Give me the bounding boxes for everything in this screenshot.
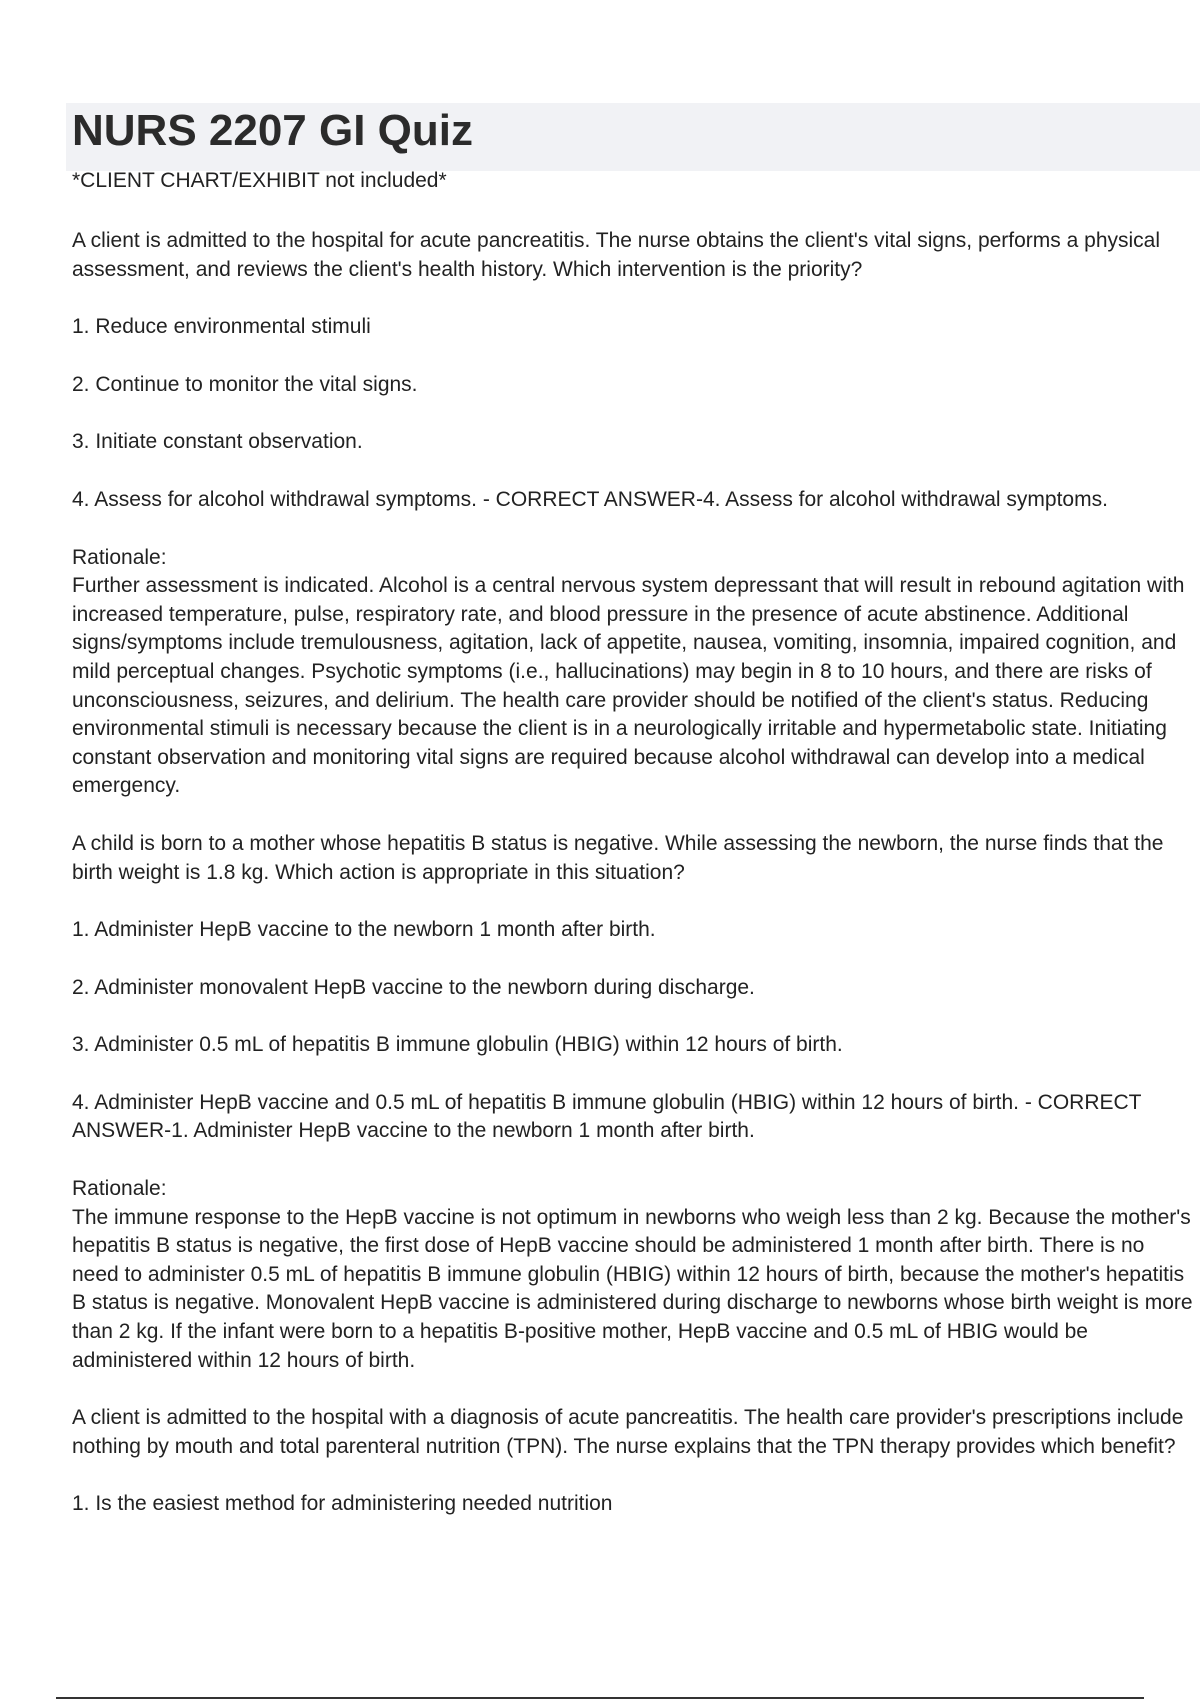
rationale-text: The immune response to the HepB vaccine is not optimum in newborns who weigh less than 2 kg. Because the mother's hepatitis B status is negative, the first dose of HepB vaccine should be administered 1 month after birth. There is no need to administer 0.5 mL of hepatitis B immune globulin (HBIG) within 12 hours of birth, because the mother's hepatitis B status is negative. Monovalent HepB vaccine is administered during discharge to newborns whose birth weight is more than 2 kg. If the infant were born to a hepatitis B-positive mother, HepB vaccine and 0.5 mL of HBIG would be administered within 12 hours of birth. — [72, 1205, 1193, 1372]
quiz-content — [72, 227, 1196, 1548]
footer-rule — [56, 1697, 1144, 1699]
question-1-text: A client is admitted to the hospital for acute pancreatitis. The nurse obtains the client's vital signs, performs a physical assessment, and reviews the client's health history. Which intervention is the priority? — [72, 229, 1161, 281]
question-2-option-4-answer: 4. Administer HepB vaccine and 0.5 mL of hepatitis B immune globulin (HBIG) within 12 hours of birth. - CORRECT ANSWER-1. Administer HepB vaccine to the newborn 1 month after birth. — [72, 1090, 1142, 1143]
question-1-rationale — [72, 544, 1196, 801]
question-2-text: A child is born to a mother whose hepatitis B status is negative. While assessing the newborn, the nurse finds that the birth weight is 1.8 kg. Which action is appropriate in this situation? — [72, 831, 1164, 884]
question-1-option-2: 2. Continue to monitor the vital signs. — [72, 372, 418, 396]
question-2-option-1: 1. Administer HepB vaccine to the newborn 1 month after birth. — [72, 918, 656, 942]
exhibit-note: *CLIENT CHART/EXHIBIT not included* — [72, 169, 447, 192]
question-2-option-2: 2. Administer monovalent HepB vaccine to the newborn during discharge. — [72, 975, 755, 999]
question-1-option-4-answer: 4. Assess for alcohol withdrawal symptoms. - CORRECT ANSWER-4. Assess for alcohol withdrawal symptoms. — [72, 487, 1108, 511]
question-1-option-3: 3. Initiate constant observation. — [72, 430, 363, 454]
question-2-option-3: 3. Administer 0.5 mL of hepatitis B immune globulin (HBIG) within 12 hours of birth. — [72, 1033, 843, 1057]
question-3-option-1: 1. Is the easiest method for administering needed nutrition — [72, 1492, 613, 1516]
question-2-rationale — [72, 1175, 1196, 1375]
page-title: NURS 2207 GI Quiz — [72, 106, 474, 155]
question-1-option-1: 1. Reduce environmental stimuli — [72, 315, 371, 339]
rationale-label: Rationale: — [72, 1177, 167, 1201]
rationale-text: Further assessment is indicated. Alcohol is a central nervous system depressant that will result in rebound agitation with increased temperature, pulse, respiratory rate, and blood pressure in the presence of acute abstinence. Additional signs/symptoms include tremulousness, agitation, lack of appetite, nausea, vomiting, insomnia, impaired cognition, and mild perceptual changes. Psychotic symptoms (i.e., hallucinations) may begin in 8 to 10 hours, and there are risks of unconsciousness, seizures, and delirium. The health care provider should be notified of the client's status. Reducing environmental stimuli is necessary because the client is in a neurologically irritable and hypermetabolic state. Initiating constant observation and monitoring vital signs are required because alcohol withdrawal can develop into a medical emergency. — [72, 574, 1185, 798]
question-3-text: A client is admitted to the hospital with a diagnosis of acute pancreatitis. The health care provider's prescriptions include nothing by mouth and total parenteral nutrition (TPN). The nurse explains that the TPN therapy provides which benefit? — [72, 1406, 1184, 1458]
rationale-label: Rationale: — [72, 545, 167, 569]
